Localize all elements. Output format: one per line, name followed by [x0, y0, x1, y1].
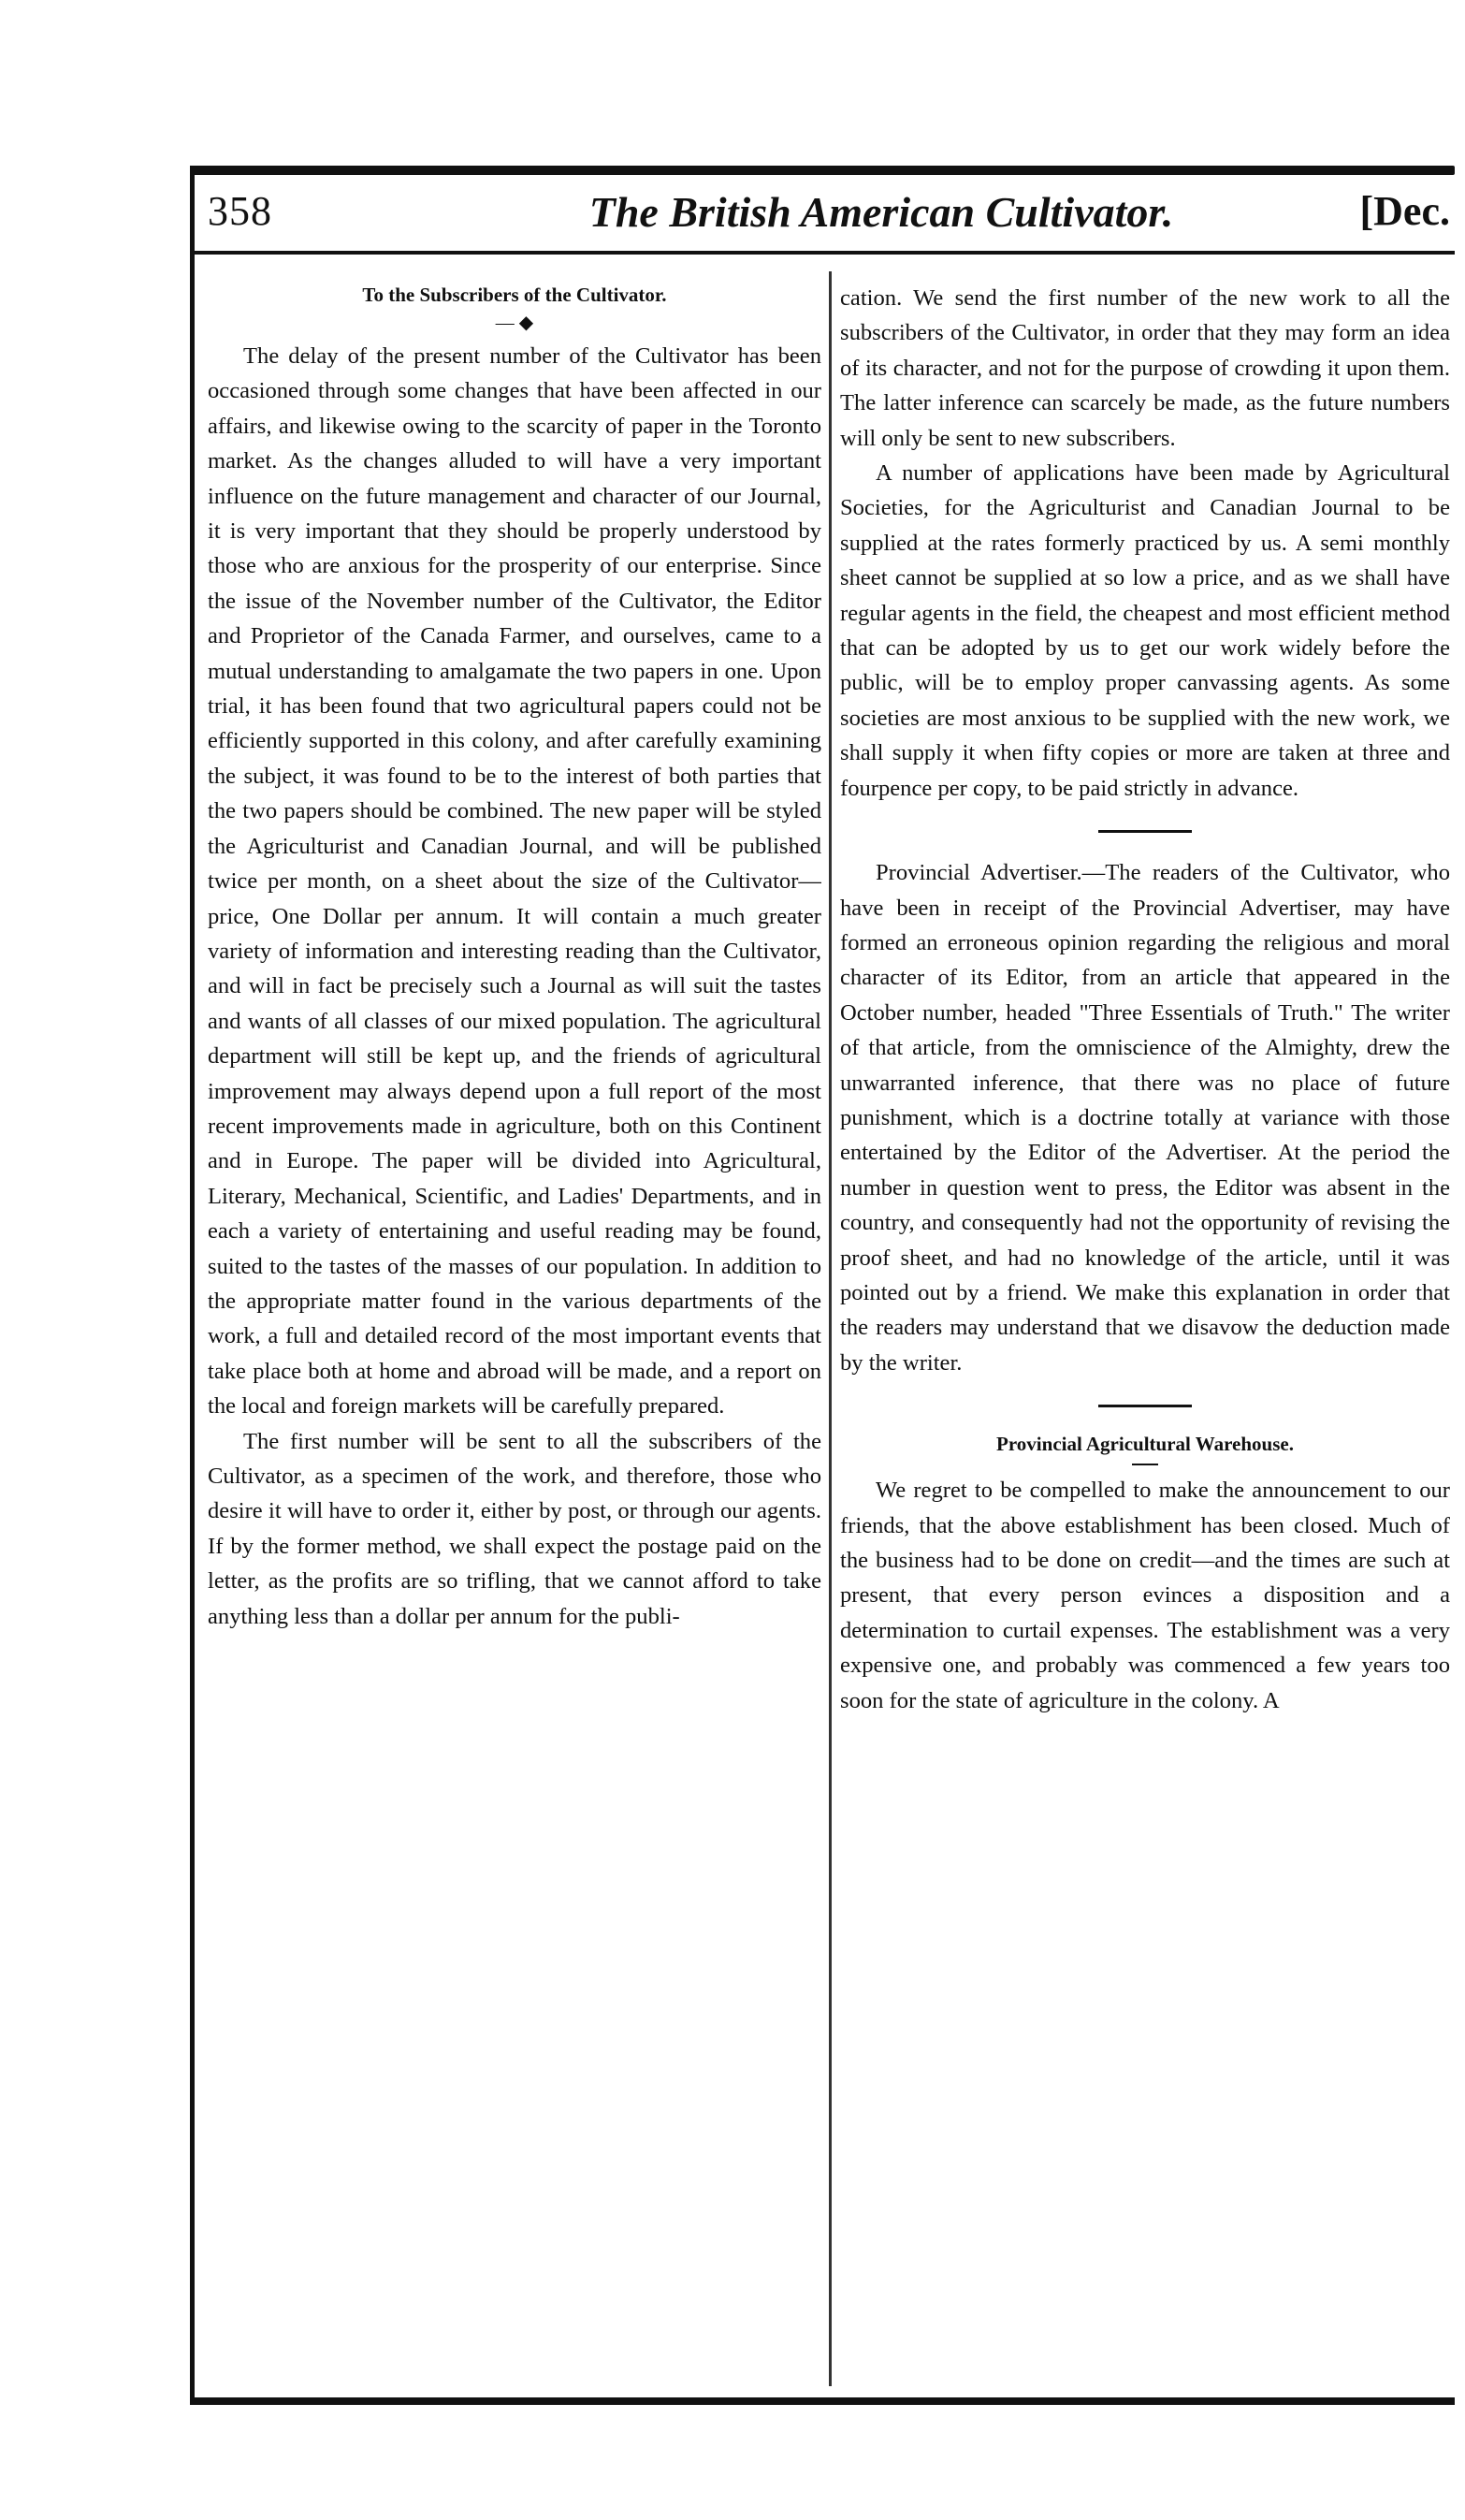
section-rule: [1098, 830, 1192, 833]
header-rule: [192, 251, 1455, 255]
running-header: [208, 187, 1450, 243]
left-column: [208, 281, 821, 2382]
article-paragraph-advertiser: Provincial Advertiser.—The readers of the Cultivator, who have been in receipt of the Provincial Advertiser, may have formed an erroneous opinion regarding the religious and moral character of its Editor, from an article that appeared in the October number, headed "Three Essentials of Truth." The writer of that article, from the omniscience of the Almighty, drew the unwarranted inference, that there was no place of future punishment, which is a doctrine totally at variance with those entertained by the Editor of the Advertiser. At the period the number in question went to press, the Editor was absent in the country, and consequently had not the opportunity of revising the proof sheet, and had no knowledge of the article, until it was pointed out by a friend. We make this explanation in order that the readers may understand that we disavow the deduction made by the writer.: [840, 860, 1450, 1376]
heading-ornament: — ◆: [495, 313, 534, 333]
article-heading-warehouse: Provincial Agricultural Warehouse.: [996, 1433, 1294, 1456]
page-number: 358: [208, 188, 272, 234]
section-rule: [1098, 1405, 1192, 1407]
bottom-border-rule: [192, 2397, 1455, 2405]
article-paragraph: A number of applications have been made by Agricultural Societies, for the Agriculturist and Canadian Journal to be supplied at the rates formerly practiced by us. A semi monthly sheet cannot be supplied at so low a price, and as we shall have regular agents in the field, the cheapest and most efficient method that can be adopted by us to get our work widely before the public, will be to employ proper canvassing agents. As some societies are most anxious to be supplied with the new work, we shall supply it when fifty copies or more are taken at three and fourpence per copy, to be paid strictly in advance.: [840, 460, 1450, 801]
article-paragraph-warehouse: We regret to be compelled to make the announcement to our friends, that the above establishment has been closed. Much of the business had to be done on credit—and the times are such at present, that every person evinces a disposition and a determination to curtail expenses. The establishment was a very expensive one, and probably was commenced a few years too soon for the state of agriculture in the colony. A: [840, 1478, 1450, 1713]
top-border-rule: [192, 166, 1455, 175]
running-title: The British American Cultivator.: [588, 188, 1174, 236]
article-paragraph: The first number will be sent to all the subscribers of the Cultivator, as a specimen of the work, and therefore, those who desire it will have to order it, either by post, or through our agents. If by the former method, we shall expect the postage paid on the letter, as the profits are so trifling, that we cannot afford to take anything less than a dollar per annum for the publi-: [208, 1428, 821, 1629]
left-border-rule: [190, 166, 195, 2405]
running-month: [Dec.: [1359, 188, 1450, 234]
article-paragraph: The delay of the present number of the Cultivator has been occasioned through some changes that have been affected in our affairs, and likewise owing to the scarcity of paper in the Toronto market. As the changes alluded to will have a very important influence on the future management and character of our Journal, it is very important that they should be properly understood by those who are anxious for the prosperity of our enterprise. Since the issue of the November number of the Cultivator, the Editor and Proprietor of the Canada Farmer, and ourselves, came to a mutual understanding to amalgamate the two papers in one. Upon trial, it has been found that two agricultural papers could not be efficiently supported in this colony, and after carefully examining the subject, it was found to be to the interest of both parties that the two papers should be combined. The new paper will be styled the Agriculturist and Canadian Journal, and will be published twice per month, on a sheet about the size of the Cultivator—price, One Dollar per annum. It will contain a much greater variety of information and interesting reading than the Cultivator, and will in fact be precisely such a Journal as will suit the tastes and wants of all classes of our mixed population. The agricultural department will still be kept up, and the friends of agricultural improvement may always depend upon a full report of the most recent improvements made in agriculture, both on this Continent and in Europe. The paper will be divided into Agricultural, Literary, Mechanical, Scientific, and Ladies' Departments, and in each a variety of entertaining and useful reading may be found, suited to the tastes of the masses of our population. In addition to the appropriate matter found in the various departments of the work, a full and detailed record of the most important events that take place both at home and abroad will be made, and a report on the local and foreign markets will be carefully prepared.: [208, 343, 821, 1420]
heading-dash: [1132, 1464, 1158, 1465]
right-column: [840, 281, 1450, 2382]
column-divider: [829, 271, 832, 2386]
continuation-paragraph: cation. We send the first number of the new work to all the subscribers of the Cultivator, in order that they may form an idea of its character, and not for the purpose of crowding it upon them. The latter inference can scarcely be made, as the future numbers will only be sent to new subscribers.: [840, 285, 1450, 451]
article-heading-subscribers: To the Subscribers of the Cultivator.: [362, 284, 667, 306]
